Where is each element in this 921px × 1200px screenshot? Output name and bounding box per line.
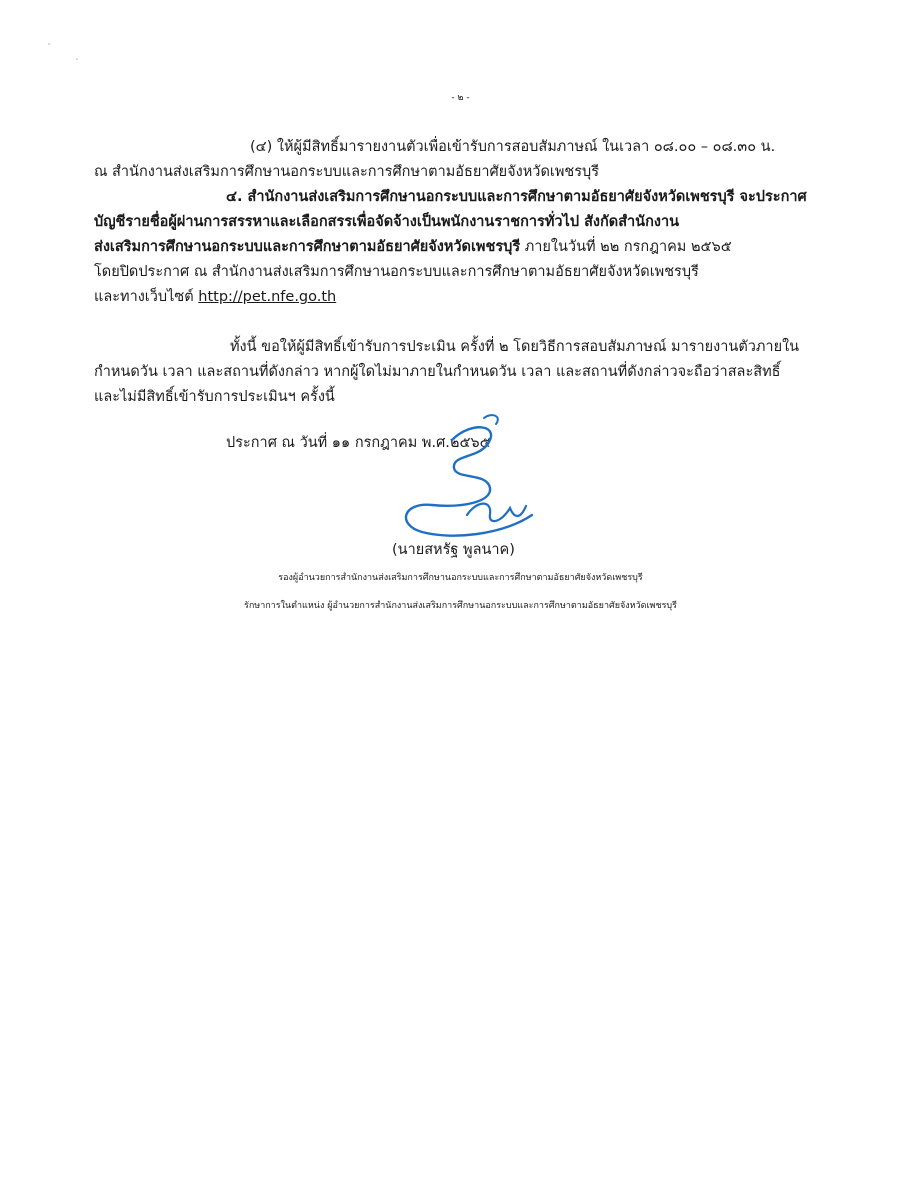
section-4-line-3-bold: ส่งเสริมการศึกษานอกระบบและการศึกษาตามอัธยาศัยจังหวัดเพชรบุรี [94,239,521,255]
handwritten-signature [392,410,552,550]
para-4-line-2: ณ สำนักงานส่งเสริมการศึกษานอกระบบและการศึกษาตามอัธยาศัยจังหวัดเพชรบุรี [94,164,599,180]
signer-position-1: รองผู้อำนวยการสำนักงานส่งเสริมการศึกษานอกระบบและการศึกษาตามอัธยาศัยจังหวัดเพชรบุรี [278,573,643,583]
closing-line-2: กำหนดวัน เวลา และสถานที่ดังกล่าว หากผู้ใดไม่มาภายในกำหนดวัน เวลา และสถานที่ดังกล่าวจะถือว่าสละสิทธิ์ [94,364,781,380]
section-4-line-3-rest: ภายในวันที่ ๒๒ กรกฎาคม ๒๕๖๕ [520,239,732,255]
section-4-line-2: บัญชีรายชื่อผู้ผ่านการสรรหาและเลือกสรรเพื่อจัดจ้างเป็นพนักงานราชการทั่วไป สังกัดสำนักงาน [94,214,680,230]
signer-name: (นายสหรัฐ พูลนาค) [392,542,515,558]
section-4-line-4: โดยปิดประกาศ ณ สำนักงานส่งเสริมการศึกษานอกระบบและการศึกษาตามอัธยาศัยจังหวัดเพชรบุรี [94,264,699,280]
section-4-line-1: ๔. สำนักงานส่งเสริมการศึกษานอกระบบและการศึกษาตามอัธยาศัยจังหวัดเพชรบุรี จะประกาศ [226,189,807,205]
website-link[interactable]: http://pet.nfe.go.th [198,289,337,305]
scan-speck [48,43,50,45]
section-4-line-5-text: และทางเว็บไซต์ [94,289,199,305]
closing-line-1: ทั้งนี้ ขอให้ผู้มีสิทธิ์เข้ารับการประเมิน ครั้งที่ ๒ โดยวิธีการสอบสัมภาษณ์ มารายงานตัวภายใน [230,339,800,355]
para-4-line-1: (๔) ให้ผู้มีสิทธิ์มารายงานตัวเพื่อเข้ารับการสอบสัมภาษณ์ ในเวลา ๐๘.๐๐ – ๐๘.๓๐ น. [250,139,776,155]
signer-position-2: รักษาการในตำแหน่ง ผู้อำนวยการสำนักงานส่งเสริมการศึกษานอกระบบและการศึกษาตามอัธยาศัยจังหวัดเพชรบุรี [244,601,677,611]
announcement-date: ประกาศ ณ วันที่ ๑๑ กรกฎาคม พ.ศ.๒๕๖๕ [226,435,491,451]
scan-speck [76,58,78,60]
closing-line-3: และไม่มีสิทธิ์เข้ารับการประเมินฯ ครั้งนี้ [94,389,335,405]
section-4-line-3 [94,237,732,257]
page-number: - ๒ - [451,93,470,103]
section-4-line-5 [94,287,336,307]
